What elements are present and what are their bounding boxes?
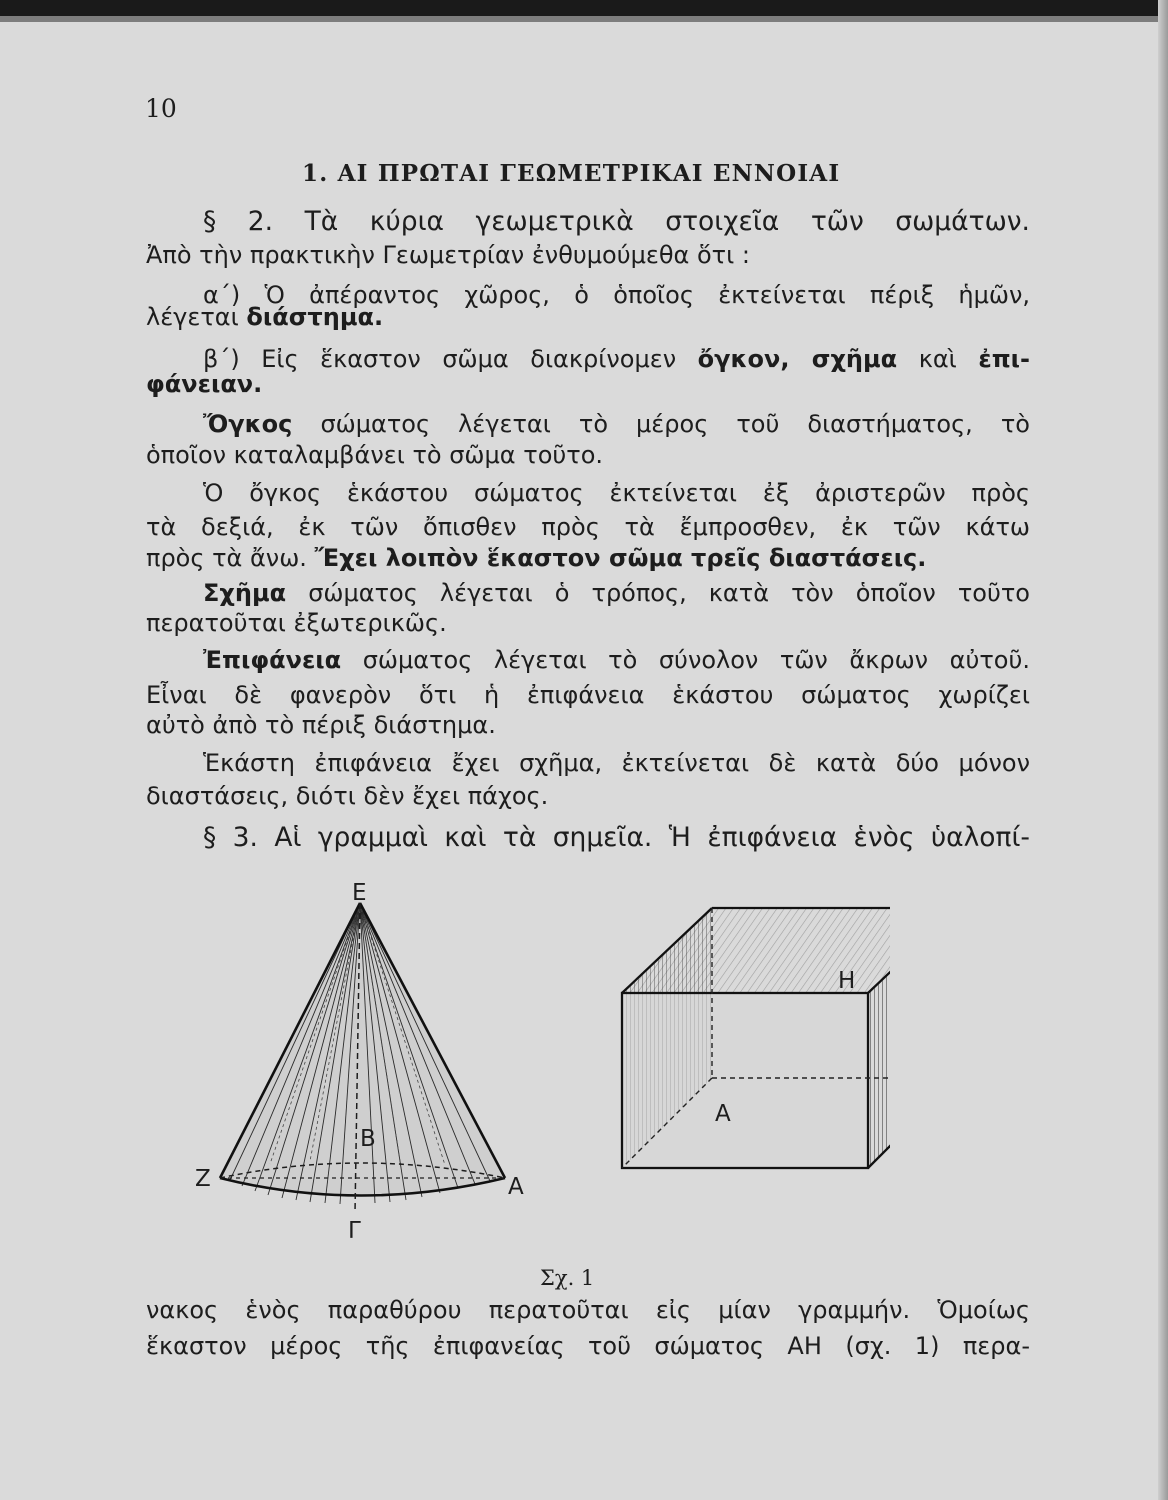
chapter-title: 1. ΑΙ ΠΡΩΤΑΙ ΓΕΩΜΕΤΡΙΚΑΙ ΕΝΝΟΙΑΙ <box>302 160 841 187</box>
text-span: καὶ <box>918 345 957 373</box>
text-line <box>203 641 1030 679</box>
cone-label-center: B <box>360 1126 376 1152</box>
term-schima: Σχῆμα <box>203 579 287 607</box>
scan-top-shadow <box>0 16 1168 22</box>
scan-top-border <box>0 0 1168 16</box>
text-line: Εἶναι δὲ φανερὸν ὅτι ἡ ἐπιφάνεια ἑκάστου σώματος χωρίζει <box>146 681 1030 709</box>
term-ongkos: Ὄγκος <box>203 410 293 438</box>
term-ongkos-schima: ὄγκον, σχῆμα <box>697 345 898 373</box>
cone-label-left: Z <box>195 1166 211 1192</box>
text-span: β΄) Εἰς ἕκαστον σῶμα διακρίνομεν <box>203 345 677 373</box>
figure-1 <box>190 878 890 1263</box>
term-epifaneia: Ἐπιφάνεια <box>203 646 342 674</box>
text-span: πρὸς τὰ ἄνω. <box>146 544 307 572</box>
text-line: ὁποῖον καταλαμβάνει τὸ σῶμα τοῦτο. <box>146 441 604 469</box>
cube-drawing <box>622 908 890 1168</box>
term-epi: ἐπι- <box>978 345 1030 373</box>
cube-label-inner: A <box>715 1101 731 1127</box>
cone-label-apex: E <box>352 880 367 906</box>
three-dimensions-statement: Ἔχει λοιπὸν ἕκαστον σῶμα τρεῖς διαστάσεις. <box>314 544 927 572</box>
text-line <box>146 365 1030 403</box>
text-line: Ἀπὸ τὴν πρακτικὴν Γεωμετρίαν ἐνθυμούμεθα ὅτι : <box>146 241 750 269</box>
section-2-heading: § 2. Τὰ κύρια γεωμετρικὰ στοιχεῖα τῶν σωμάτων. <box>203 206 1030 237</box>
text-line: α΄) Ὁ ἀπέραντος χῶρος, ὁ ὁποῖος ἐκτείνεται πέριξ ἡμῶν, <box>203 281 1030 309</box>
text-span: σώματος λέγεται τὸ σύνολον τῶν ἄκρων αὐτοῦ. <box>362 646 1030 674</box>
text-line: Ἑκάστη ἐπιφάνεια ἔχει σχῆμα, ἐκτείνεται δὲ κατὰ δύο μόνον <box>203 749 1030 777</box>
text-line: τὰ δεξιά, ἐκ τῶν ὄπισθεν πρὸς τὰ ἔμπροσθεν, ἐκ τῶν κάτω <box>146 513 1030 541</box>
text-line: νακος ἑνὸς παραθύρου περατοῦται εἰς μίαν γραμμήν. Ὁμοίως <box>146 1296 1030 1324</box>
cone-label-bottom: Γ <box>348 1218 361 1244</box>
text-span: λέγεται <box>146 303 239 331</box>
section-3-line: § 3. Αἱ γραμμαὶ καὶ τὰ σημεῖα. Ἡ ἐπιφάνεια ἑνὸς ὑαλοπί- <box>203 822 1030 853</box>
text-line: ἕκαστον μέρος τῆς ἐπιφανείας τοῦ σώματος ΑΗ (σχ. 1) περα- <box>146 1332 1030 1360</box>
text-line: περατοῦται ἐξωτερικῶς. <box>146 609 447 637</box>
text-line <box>146 298 1030 336</box>
text-line: αὐτὸ ἀπὸ τὸ πέριξ διάστημα. <box>146 711 496 739</box>
cone-label-right: A <box>508 1174 524 1200</box>
scan-right-edge <box>1158 0 1168 1500</box>
text-line <box>146 539 1030 577</box>
term-faneian: φάνειαν. <box>146 370 263 398</box>
cube-label-top: H <box>838 968 856 994</box>
term-diastima: διάστημα. <box>246 303 384 331</box>
page-number: 10 <box>145 94 177 123</box>
figure-caption: Σχ. 1 <box>540 1266 595 1290</box>
text-span: σώματος λέγεται ὁ τρόπος, κατὰ τὸν ὁποῖον τοῦτο <box>308 579 1030 607</box>
cone-drawing <box>195 880 524 1244</box>
text-span: σώματος λέγεται τὸ μέρος τοῦ διαστήματος, τὸ <box>320 410 1030 438</box>
text-line: Ὁ ὄγκος ἑκάστου σώματος ἐκτείνεται ἐξ ἀριστερῶν πρὸς <box>203 479 1030 507</box>
text-line: διαστάσεις, διότι δὲν ἔχει πάχος. <box>146 782 549 810</box>
